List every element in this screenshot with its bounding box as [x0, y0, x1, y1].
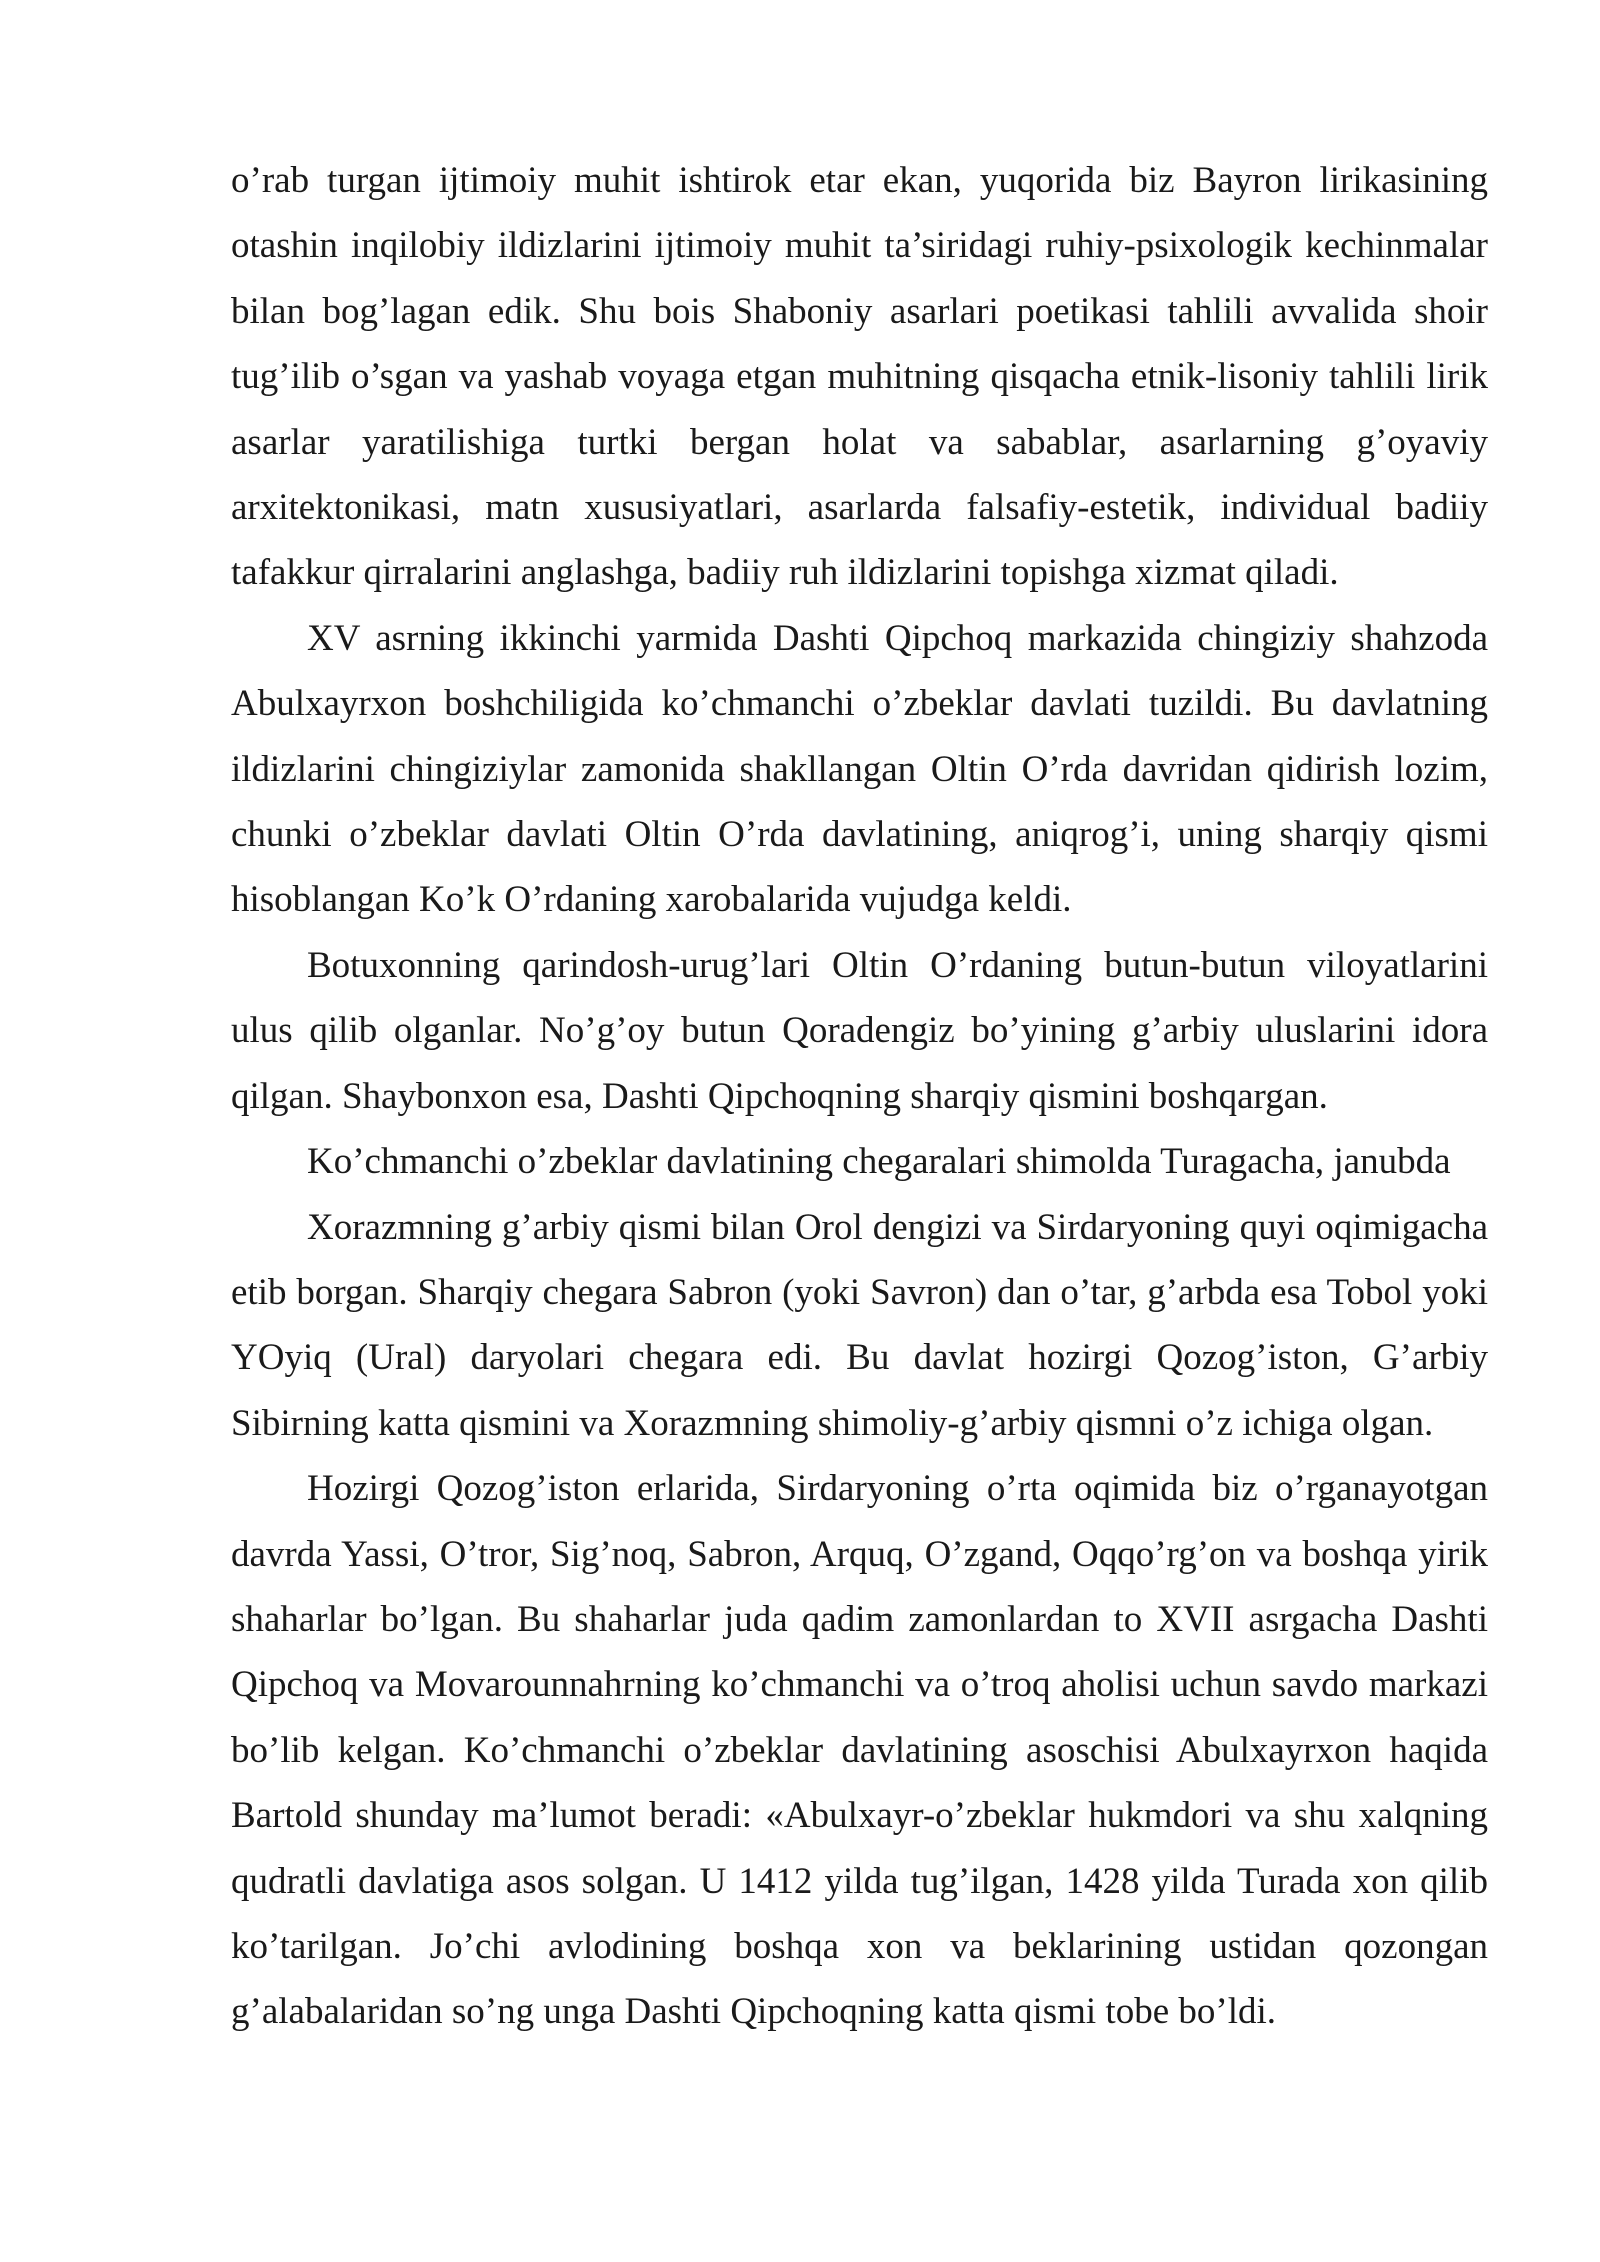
paragraph-6: Hozirgi Qozog’iston erlarida, Sirdaryoning o’rta oqimida biz o’rganayotgan davrda Yassi, O’tror, Sig’noq, Sabron, Arquq, O’zgand, Oqqo’rg’on va boshqa yirik shaharlar bo’lgan. Bu shaharlar juda qadim zamonlardan to XVII asrgacha Dashti Qipchoq va Movarounnahrning ko’chmanchi va o’troq aholisi uchun savdo markazi bo’lib kelgan. Ko’chmanchi o’zbeklar davlatining asoschisi Abulxayrxon haqida Bartold shunday ma’lumot beradi: «Abulxayr-o’zbeklar hukmdori va shu xalqning qudratli davlatiga asos solgan. U 1412 yilda tug’ilgan, 1428 yilda Turada xon qilib ko’tarilgan. Jo’chi avlodining boshqa xon va beklarining ustidan qozongan g’alabalaridan so’ng unga Dashti Qipchoqning katta qismi tobe bo’ldi. [231, 1468, 1488, 2033]
paragraph-2: XV asrning ikkinchi yarmida Dashti Qipchoq markazida chingiziy shahzoda Abulxayrxon boshchiligida ko’chmanchi o’zbeklar davlati tuzildi. Bu davlatning ildizlarini chingiziylar zamonida shakllangan Oltin O’rda davridan qidirish lozim, chunki o’zbeklar davlati Oltin O’rda davlatining, aniqrog’i, uning sharqiy qismi hisoblangan Ko’k O’rdaning xarobalarida vujudga keldi. [231, 617, 1488, 921]
paragraph-4: Ko’chmanchi o’zbeklar davlatining chegaralari shimolda Turagacha, janubda [307, 1141, 1451, 1183]
paragraph-1: o’rab turgan ijtimoiy muhit ishtirok etar ekan, yuqorida biz Bayron lirikasining otashin inqilobiy ildizlarini ijtimoiy muhit ta’siridagi ruhiy-psixologik kechinmalar bilan bog’lagan edik. Shu bois Shaboniy asarlari poetikasi tahlili avvalida shoir tug’ilib o’sgan va yashab voyaga etgan muhitning qisqacha etnik-lisoniy tahlili lirik asarlar yaratilishiga turtki bergan holat va sabablar, asarlarning g’oyaviy arxitektonikasi, matn xususiyatlari, asarlarda falsafiy-estetik, individual badiiy tafakkur qirralarini anglashga, badiiy ruh ildizlarini topishga xizmat qiladi. [231, 160, 1488, 594]
paragraph-3: Botuxonning qarindosh-urug’lari Oltin O’rdaning butun-butun viloyatlarini ulus qilib olganlar. No’g’oy butun Qoradengiz bo’yining g’arbiy uluslarini idora qilgan. Shaybonxon esa, Dashti Qipchoqning sharqiy qismini boshqargan. [231, 944, 1488, 1117]
paragraph-5: Xorazmning g’arbiy qismi bilan Orol dengizi va Sirdaryoning quyi oqimigacha etib borgan. Sharqiy chegara Sabron (yoki Savron) dan o’tar, g’arbda esa Tobol yoki YOyiq (Ural) daryolari chegara edi. Bu davlat hozirgi Qozog’iston, G’arbiy Sibirning katta qismini va Xorazmning shimoliy-g’arbiy qismni o’z ichiga olgan. [231, 1206, 1488, 1444]
document-page [231, 148, 1488, 2045]
